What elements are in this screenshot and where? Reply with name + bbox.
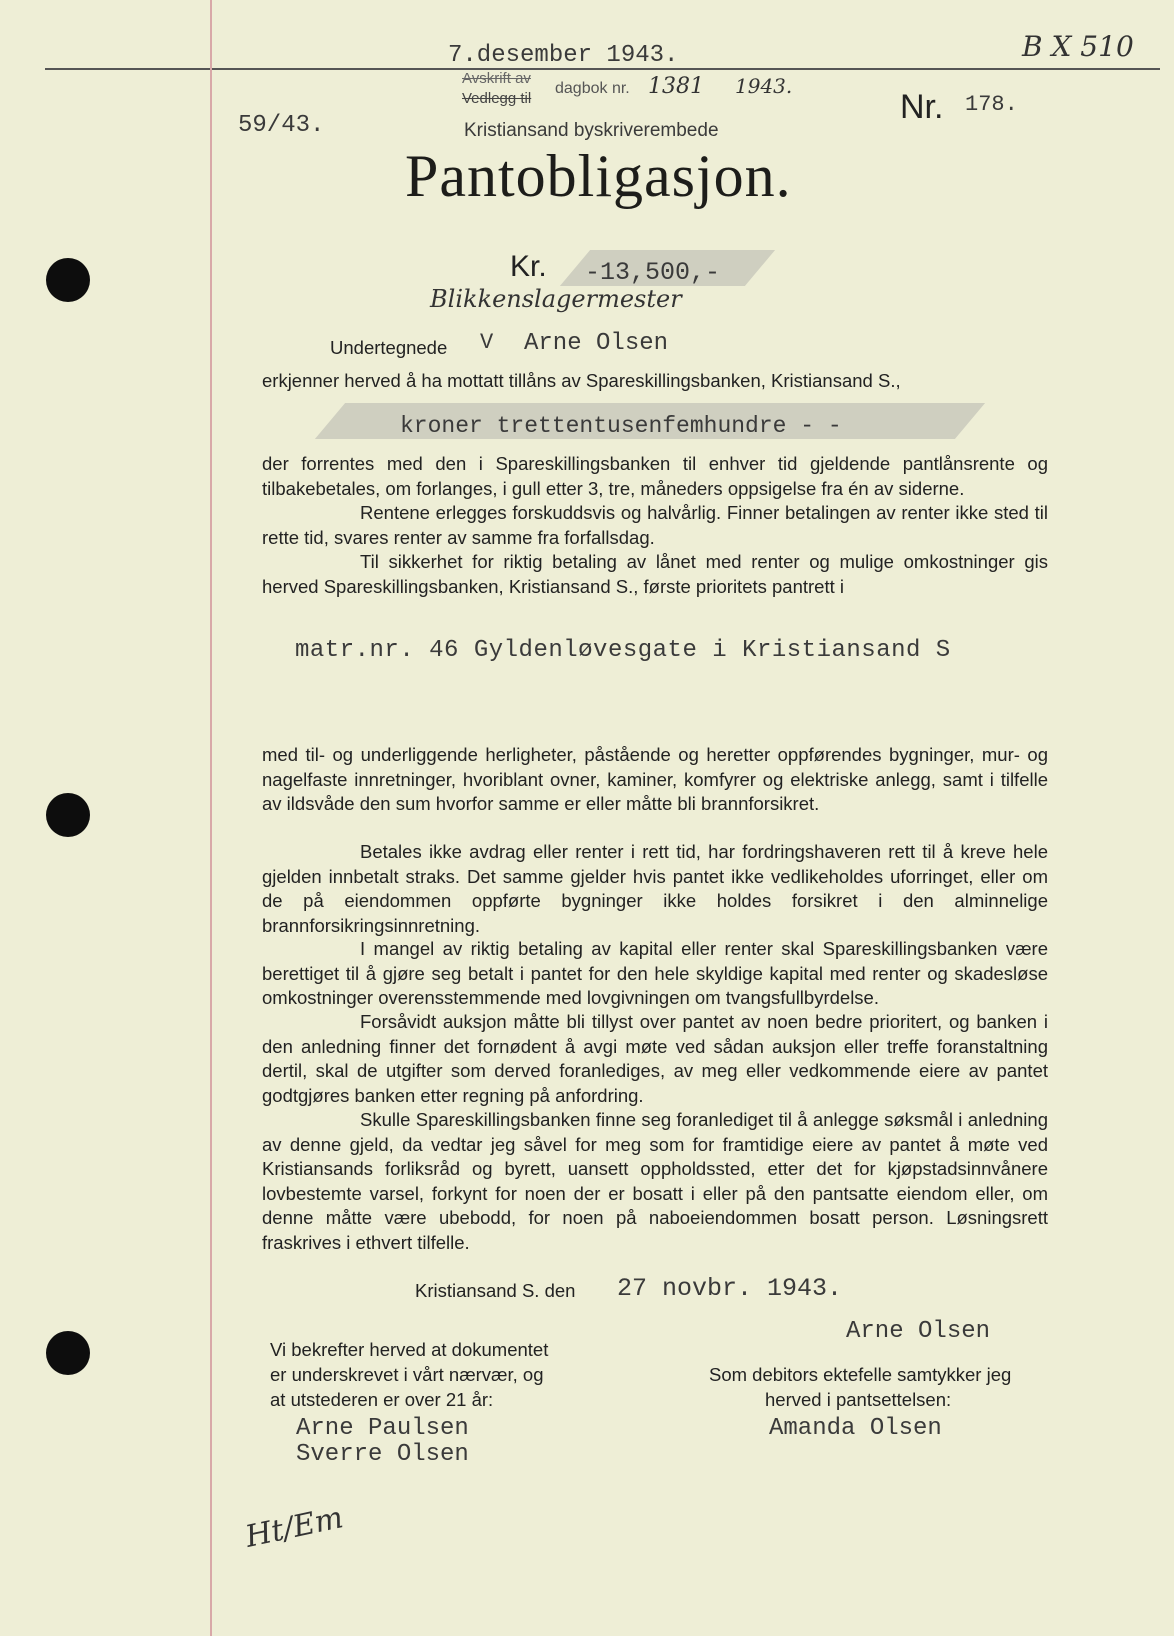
acknowledgement-line: erkjenner herved å ha mottatt tillåns av Spareskillingsbanken, Kristiansand S., xyxy=(262,370,901,391)
paragraph-auction: Forsåvidt auksjon måtte bli tillyst over pantet av noen bedre prioritert, og banken i den anledning finner det fornødent å avgi møte ved sådan auksjon eller treffe foranstaltning dertil, skal de utgifter som derved foranlediges, av meg eller vedkommende eiere av pantet godtgjøres banken etter regning på anfordring. xyxy=(262,1011,1048,1106)
paragraph-jurisdiction: Skulle Spareskillingsbanken finne seg foranlediget til å anlegge søksmål i anledning av denne gjeld, da vedtar jeg såvel for meg som for framtidige eiere av pantet å møte ved Kristiansands forliksråd og byrett, uansett oppholdssted, etter det for kjøpstadsinnvånere lovbestemte varsel, forkynt for noen der er bosatt i eller på den pantsatte eiendom eller, om denne måtte være ubebodd, for noen på naboeiendommen bosatt person. Løsningsrett fraskrives i ethvert tilfelle. xyxy=(262,1109,1048,1253)
amount-value: -13,500,- xyxy=(585,258,721,287)
clerk-initials: Ht/Em xyxy=(242,1500,347,1555)
witness-statement-1: Vi bekrefter herved at dokumentet xyxy=(270,1339,549,1360)
signing-date: 27 novbr. 1943. xyxy=(617,1274,843,1303)
nr-label: Nr. xyxy=(900,88,944,126)
paragraph-security: Til sikkerhet for riktig betaling av lånet med renter og mulige omkostninger gis herved Spareskillingsbanken, Kristiansand S., første prioritets pantrett i xyxy=(262,551,1048,597)
signing-place: Kristiansand S. den xyxy=(415,1280,576,1301)
paragraph-interest: der forrentes med den i Spareskillingsbanken til enhver tid gjeldende pantlånsrente og tilbakebetales, om forlanges, i gull etter 3, tre, måneders oppsigelse fra én av siderne. xyxy=(262,453,1048,499)
document-title: Pantobligasjon. xyxy=(405,143,792,209)
paragraph-payment: Rentene erlegges forskuddsvis og halvårlig. Finner betalingen av renter ikke sted til rette tid, svares renter av samme fra forfallsdag. xyxy=(262,502,1048,548)
spouse-name: Amanda Olsen xyxy=(769,1415,942,1442)
witness-name-1: Arne Paulsen xyxy=(296,1415,469,1442)
property-description: matr.nr. 46 Gyldenløvesgate i Kristiansand S xyxy=(295,637,951,664)
case-number: 59/43. xyxy=(238,112,325,139)
spouse-statement-2: herved i pantsettelsen: xyxy=(765,1389,952,1410)
dagbok-year: 1943. xyxy=(735,74,793,98)
dagbok-number: 1381 xyxy=(648,74,704,99)
debtor-occupation: Blikkenslagermester xyxy=(430,285,682,313)
header-date: 7.desember 1943. xyxy=(448,42,679,69)
witness-statement-3: at utstederen er over 21 år: xyxy=(270,1389,494,1410)
punch-hole-bottom xyxy=(46,1331,90,1375)
avskrift-label: Avskrift av xyxy=(462,70,531,87)
debtor-signature: Arne Olsen xyxy=(846,1318,991,1345)
paragraph-appurtenances: med til- og underliggende herligheter, påstående og heretter oppførendes bygninger, mur- og nagelfaste innretninger, hvoriblant ovner, kaminer, komfyrer og elektriske anlegg, samt i tilfelle av ildsvåde den sum hvorfor samme er eller måtte bli brannforsikret. xyxy=(262,744,1048,814)
amount-kr-label: Kr. xyxy=(510,250,547,283)
debtor-name: Arne Olsen xyxy=(524,330,669,357)
undertegnede-label: Undertegnede xyxy=(330,337,448,358)
witness-statement-2: er underskrevet i vårt nærvær, og xyxy=(270,1364,544,1385)
office-name: Kristiansand byskriverembede xyxy=(464,120,719,141)
spouse-statement-1: Som debitors ektefelle samtykker jeg xyxy=(709,1364,1012,1385)
punch-hole-middle xyxy=(46,793,90,837)
paragraph-enforcement: I mangel av riktig betaling av kapital eller renter skal Spareskillingsbanken være berettiget til å gjøre seg betalt i pantet for den hele skyldige kapital med renter og skadesløse omkostninger overensstemmende med lovgivningen om tvangsfullbyrdelse. xyxy=(262,938,1048,1008)
amount-in-words: kroner trettentusenfemhundre - - xyxy=(400,413,842,439)
debtor-mark: V xyxy=(480,330,494,355)
archive-mark: B X 510 xyxy=(1022,30,1134,63)
dagbok-label: dagbok nr. xyxy=(555,80,630,97)
punch-hole-top xyxy=(46,258,90,302)
witness-name-2: Sverre Olsen xyxy=(296,1441,469,1468)
vedlegg-label: Vedlegg til xyxy=(462,90,532,107)
paragraph-default: Betales ikke avdrag eller renter i rett tid, har fordringshaveren rett til å kreve hele gjelden innbetalt straks. Det samme gjelder hvis pantet ikke vedlikeholdes uforringet, eller om de på eiendommen oppførte bygninger ikke holdes forsikret i den alminnelige brannforsikringsinnretning. xyxy=(262,841,1048,936)
nr-value: 178. xyxy=(965,92,1018,117)
margin-line xyxy=(210,0,212,1636)
